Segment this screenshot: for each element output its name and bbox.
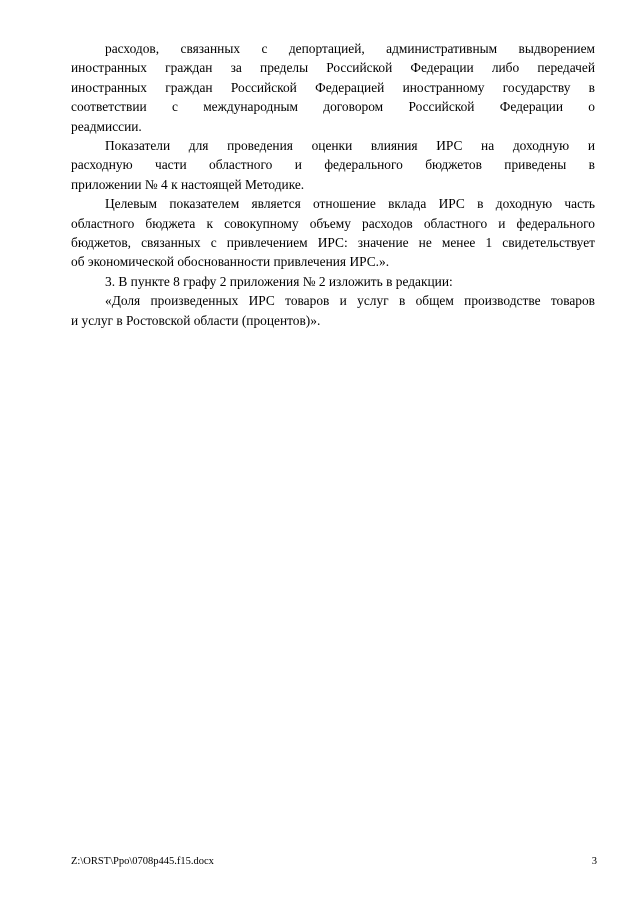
text-line: реадмиссии. (71, 118, 142, 134)
text-line: об экономической обоснованности привлечения ИРС.». (71, 254, 390, 270)
text-line: 3. В пункте 8 графу 2 приложения № 2 изложить в редакции: (105, 273, 453, 289)
text-line: Показатели для проведения оценки влияния ИРС на доходную и (105, 138, 595, 154)
paragraph-5 (71, 291, 595, 330)
text-line: областного бюджета к совокупному объему расходов областного и федерального (71, 215, 595, 231)
paragraph-1 (71, 39, 595, 136)
text-line: расходную части областного и федерального бюджетов приведены в (71, 157, 595, 173)
page-number: 3 (591, 856, 597, 867)
document-body (71, 39, 595, 330)
text-line: расходов, связанных с депортацией, административным выдворением (105, 41, 595, 56)
text-line: приложении № 4 к настоящей Методике. (71, 176, 305, 192)
file-path: Z:\ORST\Ppo\0708p445.f15.docx (71, 856, 214, 867)
text-line: Целевым показателем является отношение вклада ИРС в доходную часть (105, 196, 595, 212)
text-line: и услуг в Ростовской области (процентов)». (71, 312, 321, 328)
paragraph-4 (71, 272, 595, 291)
text-line: иностранных граждан за пределы Российской Федерации либо передачей (71, 60, 595, 76)
paragraph-2 (71, 136, 595, 194)
text-line: соответствии с международным договором Российской Федерации о (71, 99, 595, 115)
paragraph-3 (71, 194, 595, 272)
text-line: иностранных граждан Российской Федерацией иностранному государству в (71, 79, 595, 95)
text-line: бюджетов, связанных с привлечением ИРС: значение не менее 1 свидетельствует (71, 235, 595, 251)
text-line: «Доля произведенных ИРС товаров и услуг в общем производстве товаров (105, 293, 595, 309)
